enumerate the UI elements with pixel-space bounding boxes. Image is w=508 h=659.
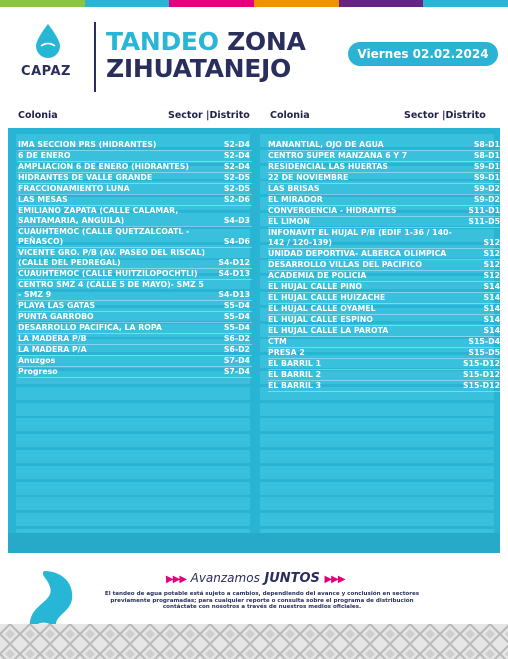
- colonia-name: EL HUJAL CALLE HUIZACHE: [268, 293, 386, 302]
- row-stripe: [16, 497, 250, 510]
- table-row: [18, 195, 252, 206]
- sector-code: S11-D5: [468, 217, 500, 226]
- sector-code: S8-D1: [473, 151, 500, 160]
- slogan-avanzamos: Avanzamos: [190, 571, 260, 585]
- sector-code: S15-D12: [462, 370, 500, 379]
- colonia-name: DESARROLLO PACIFICA, LA ROPA: [18, 323, 162, 332]
- sector-code: S2-D5: [223, 173, 250, 182]
- colonia-name: LAS BRISAS: [268, 184, 320, 193]
- table-row: [18, 140, 252, 151]
- row-stripe: [16, 403, 250, 416]
- colonia-name: CONVERGENCIA - HIDRANTES: [268, 206, 397, 215]
- sector-code: S6-D2: [223, 345, 250, 354]
- header-divider: [94, 22, 96, 92]
- sector-code: S14: [483, 293, 500, 302]
- left-colonia-header: Colonia: [18, 110, 58, 121]
- colonia-name: LA MADERA P/B: [18, 334, 87, 343]
- colonia-name: 22 DE NOVIEMBRE: [268, 173, 349, 182]
- title-line2: ZIHUATANEJO: [106, 54, 292, 83]
- sector-code: S5-D4: [223, 312, 250, 321]
- right-sector-header: Sector |Distrito: [404, 110, 486, 121]
- sector-code: S12: [483, 238, 500, 247]
- colonia-name: PRESA 2: [268, 348, 305, 357]
- table-row: [268, 260, 500, 271]
- colonia-name: IMA SECCION PRS (HIDRANTES): [18, 140, 157, 149]
- table-row: [268, 326, 500, 337]
- table-row: [18, 345, 252, 356]
- sector-code: S8-D1: [473, 140, 500, 149]
- sector-code: S12: [483, 249, 500, 258]
- table-row: [18, 162, 252, 173]
- sector-code: S2-D4: [223, 162, 250, 171]
- colonia-name: EL BARRIL 3: [268, 381, 322, 390]
- colonia-name: CUAUHTEMOC (CALLE QUETZALCOATL - PEÑASCO): [18, 227, 190, 246]
- table-row: [18, 184, 252, 195]
- sector-code: S5-D4: [223, 301, 250, 310]
- arrows-icon: ▶▶▶: [324, 574, 345, 585]
- table-row: [268, 206, 500, 217]
- sector-code: S2-D4: [223, 151, 250, 160]
- table-row: [268, 337, 500, 348]
- colonia-name: RESIDENCIAL LAS HUERTAS: [268, 162, 389, 171]
- sector-code: S4-D12: [218, 258, 250, 267]
- row-stripe: [260, 482, 494, 495]
- table-row: [268, 217, 500, 228]
- colonia-name: VICENTE GRO. P/B (AV. PASEO DEL RISCAL) (CALLE DEL PEDREGAL): [18, 248, 206, 267]
- sector-code: S11-D1: [468, 206, 500, 215]
- colonia-name: CENTRO SUPER MANZANA 6 Y 7: [268, 151, 408, 160]
- table-row: [268, 195, 500, 206]
- left-column: [18, 140, 252, 378]
- row-stripe: [16, 466, 250, 479]
- colonia-name: EL HUJAL CALLE LA PAROTA: [268, 326, 389, 335]
- colonia-name: CUAUHTEMOC (CALLE HUITZILOPOCHTLI): [18, 269, 198, 278]
- panel-bottom-band: [8, 533, 500, 553]
- colonia-name: EL BARRIL 2: [268, 370, 322, 379]
- colonia-name: EL BARRIL 1: [268, 359, 322, 368]
- row-stripe: [16, 482, 250, 495]
- logo-text: CAPAZ: [21, 64, 71, 79]
- sector-code: S7-D4: [223, 367, 250, 376]
- sector-code: S7-D4: [223, 356, 250, 365]
- table-header: [8, 106, 500, 128]
- colonia-name: EL HUJAL CALLE PINO: [268, 282, 362, 291]
- row-stripe: [16, 450, 250, 463]
- sector-code: S14: [483, 304, 500, 313]
- capaz-logo: [14, 24, 76, 86]
- table-row: [268, 282, 500, 293]
- colonia-name: LA MADERA P/A: [18, 345, 87, 354]
- sector-code: S4-D6: [223, 237, 250, 246]
- row-stripe: [260, 434, 494, 447]
- table-row: [268, 359, 500, 370]
- sector-code: S14: [483, 315, 500, 324]
- sector-code: S14: [483, 282, 500, 291]
- left-sector-header: Sector |Distrito: [168, 110, 250, 121]
- colonia-name: EMILIANO ZAPATA (CALLE CALAMAR, SANTAMARIA, ANGUILA): [18, 206, 179, 225]
- table-row: [18, 334, 252, 345]
- colonia-name: PLAYA LAS GATAS: [18, 301, 96, 310]
- table-row: [268, 249, 500, 260]
- sector-code: S14: [483, 326, 500, 335]
- table-row: [268, 370, 500, 381]
- table-row: [18, 301, 252, 312]
- table-row: [268, 348, 500, 359]
- sector-code: S2-D5: [223, 184, 250, 193]
- top-color-strip: [0, 0, 508, 7]
- row-stripe: [16, 387, 250, 400]
- sector-code: S4-D3: [223, 216, 250, 225]
- colonia-name: INFONAVIT EL HUJAL P/B (EDIF 1-36 / 140-142 / 120-139): [268, 228, 452, 247]
- colonia-name: LAS MESAS: [18, 195, 68, 204]
- sector-code: S9-D2: [473, 184, 500, 193]
- table-row: [268, 162, 500, 173]
- colonia-name: EL HUJAL CALLE ESPINO: [268, 315, 373, 324]
- row-stripe: [260, 403, 494, 416]
- row-stripe: [16, 434, 250, 447]
- sector-code: S12: [483, 260, 500, 269]
- sector-code: S12: [483, 271, 500, 280]
- water-drop-icon: [36, 24, 60, 58]
- title-word-tandeo: TANDEO: [106, 27, 219, 56]
- colonia-name: Anuzgos: [18, 356, 56, 365]
- page-title: [106, 28, 306, 82]
- sector-code: S15-D12: [462, 381, 500, 390]
- table-row: [18, 356, 252, 367]
- right-colonia-header: Colonia: [270, 110, 310, 121]
- colonia-name: CENTRO SMZ 4 (CALLE 5 DE MAYO)- SMZ 5 - SMZ 9: [18, 280, 204, 299]
- sector-code: S15-D4: [468, 337, 500, 346]
- row-stripe: [16, 513, 250, 526]
- table-row: [268, 271, 500, 282]
- row-stripe: [260, 513, 494, 526]
- slogan-juntos: JUNTOS: [264, 571, 320, 586]
- colonia-name: EL MIRADOR: [268, 195, 323, 204]
- sector-code: S4-D13: [218, 269, 250, 278]
- table-row: [268, 315, 500, 326]
- colonia-name: CTM: [268, 337, 287, 346]
- table-row: [268, 173, 500, 184]
- table-row: [268, 184, 500, 195]
- table-row: [268, 304, 500, 315]
- colonia-name: UNIDAD DEPORTIVA- ALBERCA OLIMPICA: [268, 249, 447, 258]
- table-row: [18, 173, 252, 184]
- schedule-panel: [8, 106, 500, 553]
- table-row: [18, 323, 252, 334]
- table-row: [18, 269, 252, 280]
- decorative-pattern: [0, 624, 508, 659]
- sector-code: S4-D13: [218, 290, 250, 299]
- table-row: [268, 151, 500, 162]
- row-stripe: [16, 418, 250, 431]
- date-badge: Viernes 02.02.2024: [348, 42, 498, 66]
- table-row: [18, 206, 252, 227]
- row-stripe: [260, 466, 494, 479]
- table-row: [18, 248, 252, 269]
- sector-code: S9-D1: [473, 162, 500, 171]
- colonia-name: Progreso: [18, 367, 58, 376]
- colonia-name: EL HUJAL CALLE OYAMEL: [268, 304, 376, 313]
- colonia-name: 6 DE ENERO: [18, 151, 71, 160]
- table-row: [18, 312, 252, 323]
- arrows-icon: ▶▶▶: [166, 574, 187, 585]
- table-row: [268, 293, 500, 304]
- sector-code: S15-D12: [462, 359, 500, 368]
- slogan: [166, 571, 345, 586]
- table-row: [18, 151, 252, 162]
- colonia-name: FRACCIONAMIENTO LUNA: [18, 184, 130, 193]
- colonia-name: AMPLIACION 6 DE ENERO (HIDRANTES): [18, 162, 189, 171]
- title-word-zona: ZONA: [227, 27, 306, 56]
- colonia-name: HIDRANTES DE VALLE GRANDE: [18, 173, 153, 182]
- colonia-name: MANANTIAL, OJO DE AGUA: [268, 140, 384, 149]
- table-row: [18, 227, 252, 248]
- row-stripe: [260, 450, 494, 463]
- row-stripe: [260, 418, 494, 431]
- table-row: [268, 140, 500, 151]
- row-stripe: [260, 497, 494, 510]
- sector-code: S9-D1: [473, 173, 500, 182]
- table-row: [268, 381, 500, 392]
- colonia-name: PUNTA GARROBO: [18, 312, 94, 321]
- table-row: [18, 280, 252, 301]
- sector-code: S6-D2: [223, 334, 250, 343]
- table-row: [18, 367, 252, 378]
- sector-code: S2-D6: [223, 195, 250, 204]
- sector-code: S5-D4: [223, 323, 250, 332]
- colonia-name: EL LIMON: [268, 217, 310, 226]
- table-row: [268, 228, 500, 249]
- colonia-name: ACADEMIA DE POLICIA: [268, 271, 367, 280]
- sector-code: S15-D5: [468, 348, 500, 357]
- right-column: [268, 140, 500, 392]
- disclaimer-text: El tandeo de agua potable está sujeto a cambios, dependiendo del avance y conclusión en sectores previamente programadas; para cualquier reporte o consulta sobre el programa de distribución contáctate con nosotros a través de nuestros medios oficiales.: [104, 591, 420, 611]
- sector-code: S2-D4: [223, 140, 250, 149]
- colonia-name: DESARROLLO VILLAS DEL PACIFICO: [268, 260, 423, 269]
- sector-code: S9-D2: [473, 195, 500, 204]
